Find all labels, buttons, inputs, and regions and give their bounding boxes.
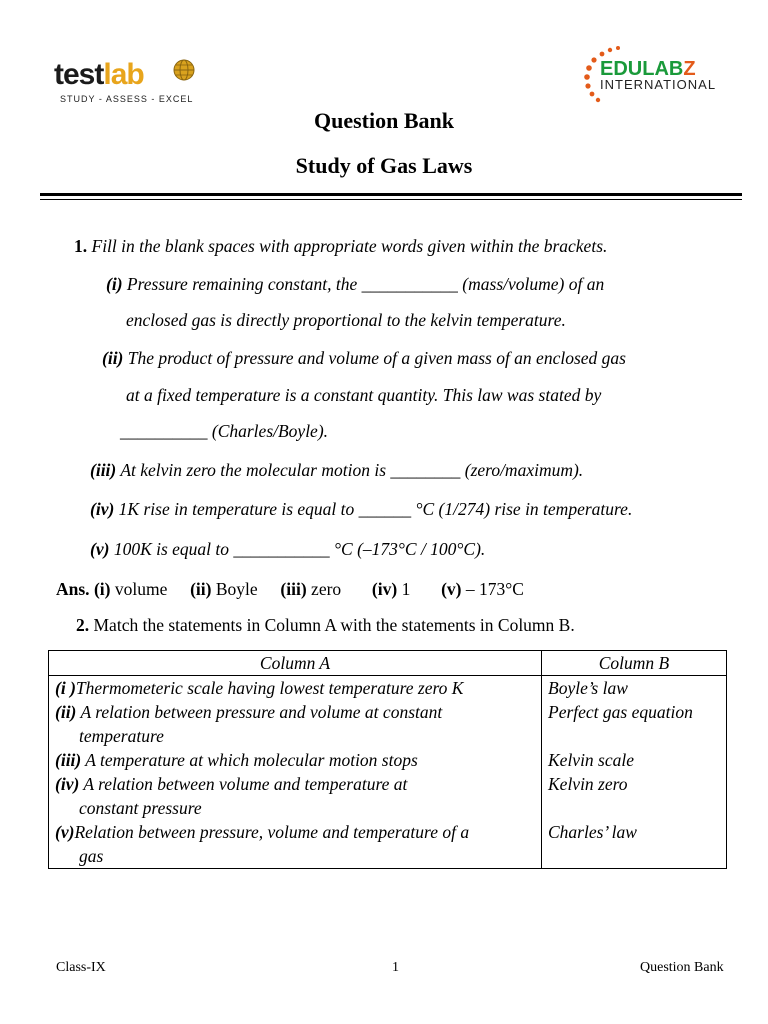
row-i-b: Boyle’s law [542, 676, 727, 701]
logo-tagline: STUDY - ASSESS - EXCEL [60, 94, 194, 104]
row-ii-a: A relation between pressure and volume at constant [76, 702, 443, 722]
q1-item-v-line1: 100K is equal to ___________ °C (–173°C / 100°C). [113, 539, 486, 559]
q1-item-i [106, 273, 604, 295]
column-a-header: Column A [49, 651, 542, 676]
row-iv-a-cont: constant pressure [79, 798, 202, 818]
page-subtitle: Study of Gas Laws [295, 153, 473, 178]
row-ii-num: (ii) [55, 702, 77, 722]
q1-item-iv [90, 498, 632, 520]
row-i-num: (i ) [55, 678, 76, 698]
q1-item-iv-num: (iv) [90, 499, 115, 519]
q1-item-ii-num: (ii) [102, 348, 124, 368]
answer-iii-num: (iii) [280, 579, 307, 599]
table-row [49, 820, 727, 869]
q1-item-iv-line1: 1K rise in temperature is equal to ______ °C (1/274) rise in temperature. [118, 499, 633, 519]
q1-prompt [74, 235, 607, 257]
testlab-logo [54, 52, 194, 108]
table-row [49, 676, 727, 701]
q2-prompt [76, 614, 575, 636]
q1-number: 1. [74, 236, 88, 256]
logo-international-text: INTERNATIONAL [600, 77, 717, 92]
q1-item-v [90, 538, 485, 560]
footer-title: Question Bank [640, 960, 724, 975]
match-table [48, 650, 727, 869]
q1-item-ii-line3: __________ (Charles/Boyle). [120, 421, 329, 441]
answer-label: Ans. [56, 579, 90, 599]
q1-prompt-text: Fill in the blank spaces with appropriate words given within the brackets. [91, 236, 608, 256]
row-ii-a-cont: temperature [79, 726, 164, 746]
q1-item-iii-num: (iii) [90, 460, 117, 480]
row-v-b: Charles’ law [542, 820, 727, 869]
globe-icon [172, 56, 196, 86]
q1-item-ii [102, 347, 626, 369]
q1-item-i-line1: Pressure remaining constant, the ___________ (mass/volume) of an [126, 274, 605, 294]
logo-lab-text: lab [103, 58, 144, 91]
answer-v-num: (v) [441, 579, 462, 599]
q1-item-iii-line1: At kelvin zero the molecular motion is ________ (zero/maximum). [120, 460, 584, 480]
q1-item-iii [90, 459, 583, 481]
logo-z-text: Z [683, 58, 696, 80]
answer-iii-text: zero [311, 579, 342, 599]
row-iv-b: Kelvin zero [542, 772, 727, 820]
q1-item-ii-line2: at a fixed temperature is a constant quantity. This law was stated by [126, 385, 602, 405]
row-v-a-cont: gas [79, 846, 104, 866]
table-row [49, 700, 727, 748]
row-v-a: Relation between pressure, volume and temperature of a [74, 822, 470, 842]
row-i-a: Thermometeric scale having lowest temperature zero K [75, 678, 464, 698]
table-row [49, 772, 727, 820]
q1-answer [56, 578, 524, 600]
row-iii-num: (iii) [55, 750, 82, 770]
row-v-num: (v) [55, 822, 75, 842]
q2-prompt-text: Match the statements in Column A with the statements in Column B. [93, 615, 575, 635]
q1-item-ii-line1: The product of pressure and volume of a given mass of an enclosed gas [127, 348, 626, 368]
header-rule-thick [40, 193, 742, 196]
edulabz-logo [582, 44, 732, 108]
table-row [49, 748, 727, 772]
row-iii-b: Kelvin scale [542, 748, 727, 772]
answer-i-text: volume [114, 579, 168, 599]
column-b-header: Column B [542, 651, 727, 676]
footer-page-number: 1 [392, 960, 399, 975]
row-ii-b: Perfect gas equation [542, 700, 727, 748]
answer-iv-num: (iv) [371, 579, 398, 599]
logo-edulab-text: EDULAB [600, 58, 684, 80]
q1-item-i-line2: enclosed gas is directly proportional to the kelvin temperature. [126, 310, 566, 330]
row-iv-num: (iv) [55, 774, 80, 794]
row-iv-a: A relation between volume and temperature at [79, 774, 408, 794]
answer-v-text: – 173°C [465, 579, 524, 599]
q1-item-v-num: (v) [90, 539, 110, 559]
row-iii-a: A temperature at which molecular motion stops [81, 750, 418, 770]
table-header-row [49, 651, 727, 676]
answer-ii-num: (ii) [190, 579, 212, 599]
footer-class: Class-IX [56, 960, 106, 975]
answer-i-num: (i) [93, 579, 111, 599]
header-rule-thin [40, 199, 742, 200]
logo-test-text: test [54, 58, 104, 91]
q2-number: 2. [76, 615, 90, 635]
page-title: Question Bank [314, 108, 454, 133]
q1-item-i-num: (i) [106, 274, 123, 294]
answer-ii-text: Boyle [215, 579, 258, 599]
answer-iv-text: 1 [401, 579, 411, 599]
